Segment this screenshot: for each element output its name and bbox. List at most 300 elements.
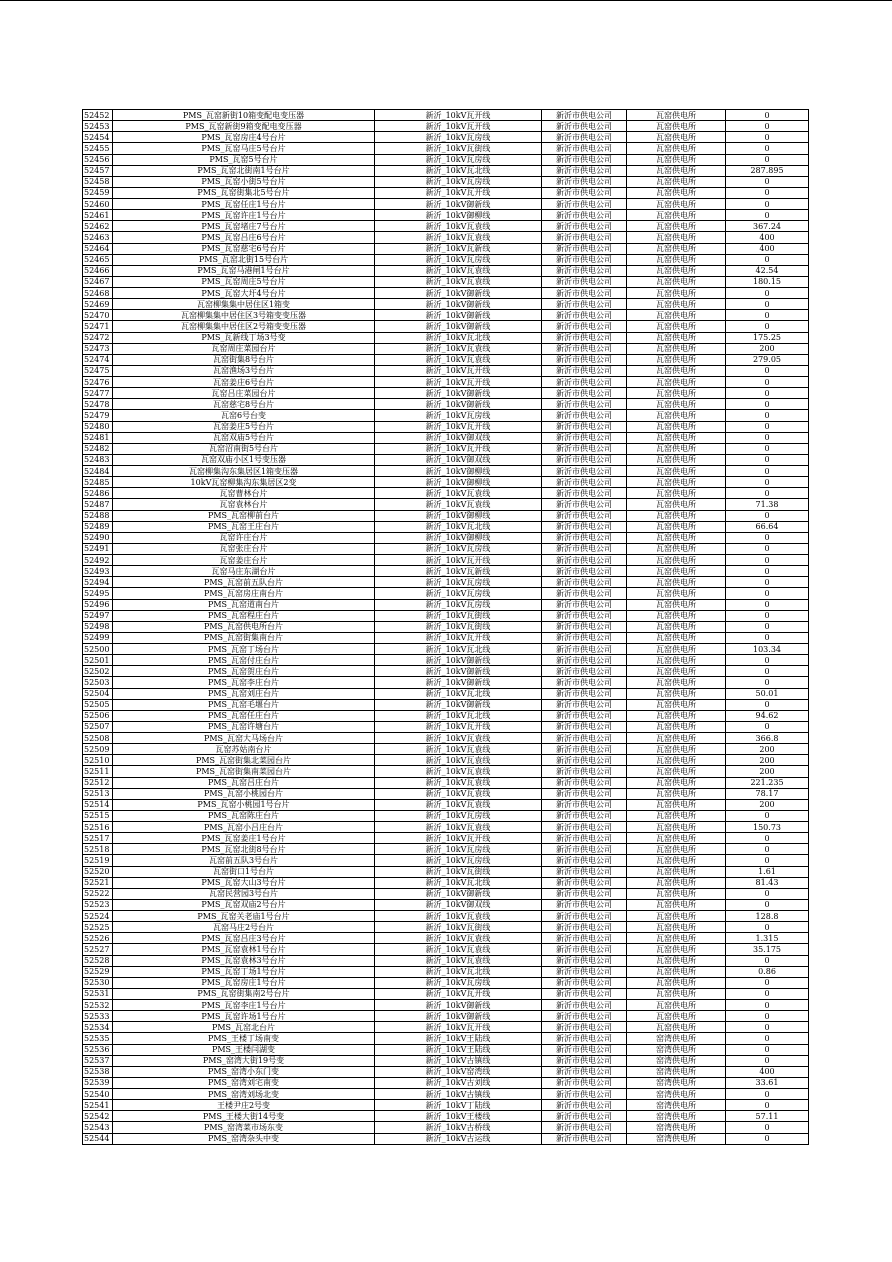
table-row — [83, 532, 809, 543]
cell-transformer-name: PMS_窑湾杂头中变 — [113, 1133, 375, 1144]
table-row — [83, 288, 809, 299]
cell-feeder-line: 新沂_10kV瓦袁线 — [375, 788, 542, 799]
cell-company: 新沂市供电公司 — [542, 510, 627, 521]
cell-feeder-line: 新沂_10kV御新线 — [375, 199, 542, 210]
cell-row-id: 52541 — [83, 1100, 113, 1111]
cell-company: 新沂市供电公司 — [542, 855, 627, 866]
cell-transformer-name: 瓦窑周庄菜园台片 — [113, 343, 375, 354]
cell-value: 0 — [726, 899, 809, 910]
cell-value: 200 — [726, 744, 809, 755]
table-row — [83, 1055, 809, 1066]
cell-value: 35.175 — [726, 944, 809, 955]
cell-value: 81.43 — [726, 877, 809, 888]
cell-company: 新沂市供电公司 — [542, 777, 627, 788]
cell-transformer-name: PMS_瓦窑任庄台片 — [113, 710, 375, 721]
cell-supply-station: 瓦窑供电所 — [627, 955, 726, 966]
cell-supply-station: 瓦窑供电所 — [627, 677, 726, 688]
cell-feeder-line: 新沂_10kV御柳线 — [375, 510, 542, 521]
cell-feeder-line: 新沂_10kV瓦街线 — [375, 143, 542, 154]
cell-row-id: 52540 — [83, 1089, 113, 1100]
table-row — [83, 365, 809, 376]
cell-row-id: 52468 — [83, 288, 113, 299]
cell-transformer-name: 瓦窑曹林台片 — [113, 488, 375, 499]
cell-transformer-name: 瓦窑苏姑南台片 — [113, 744, 375, 755]
table-row — [83, 488, 809, 499]
cell-transformer-name: PMS_瓦窑北台片 — [113, 1022, 375, 1033]
cell-company: 新沂市供电公司 — [542, 1122, 627, 1133]
cell-feeder-line: 新沂_10kV瓦房线 — [375, 844, 542, 855]
cell-supply-station: 瓦窑供电所 — [627, 354, 726, 365]
cell-feeder-line: 新沂_10kV瓦房线 — [375, 577, 542, 588]
cell-company: 新沂市供电公司 — [542, 911, 627, 922]
cell-feeder-line: 新沂_10kV瓦袁线 — [375, 499, 542, 510]
table-row — [83, 1089, 809, 1100]
cell-value: 0 — [726, 254, 809, 265]
cell-company: 新沂市供电公司 — [542, 466, 627, 477]
cell-supply-station: 瓦窑供电所 — [627, 621, 726, 632]
cell-supply-station: 窑湾供电所 — [627, 1089, 726, 1100]
cell-row-id: 52471 — [83, 321, 113, 332]
cell-row-id: 52538 — [83, 1066, 113, 1077]
cell-value: 0 — [726, 1044, 809, 1055]
cell-company: 新沂市供电公司 — [542, 988, 627, 999]
cell-row-id: 52473 — [83, 343, 113, 354]
cell-row-id: 52453 — [83, 121, 113, 132]
cell-value: 0 — [726, 299, 809, 310]
table-row — [83, 321, 809, 332]
cell-company: 新沂市供电公司 — [542, 699, 627, 710]
table-row — [83, 521, 809, 532]
cell-company: 新沂市供电公司 — [542, 566, 627, 577]
cell-company: 新沂市供电公司 — [542, 866, 627, 877]
cell-company: 新沂市供电公司 — [542, 143, 627, 154]
table-row — [83, 243, 809, 254]
cell-supply-station: 瓦窑供电所 — [627, 733, 726, 744]
cell-value: 0 — [726, 321, 809, 332]
cell-row-id: 52507 — [83, 721, 113, 732]
cell-supply-station: 瓦窑供电所 — [627, 877, 726, 888]
cell-company: 新沂市供电公司 — [542, 154, 627, 165]
cell-feeder-line: 新沂_10kV御柳线 — [375, 210, 542, 221]
cell-transformer-name: PMS_瓦窑街集南2号台片 — [113, 988, 375, 999]
cell-row-id: 52537 — [83, 1055, 113, 1066]
cell-company: 新沂市供电公司 — [542, 377, 627, 388]
cell-supply-station: 瓦窑供电所 — [627, 721, 726, 732]
cell-value: 0 — [726, 176, 809, 187]
cell-value: 57.11 — [726, 1111, 809, 1122]
cell-company: 新沂市供电公司 — [542, 321, 627, 332]
cell-row-id: 52498 — [83, 621, 113, 632]
table-row — [83, 766, 809, 777]
cell-supply-station: 瓦窑供电所 — [627, 243, 726, 254]
cell-company: 新沂市供电公司 — [542, 1011, 627, 1022]
cell-feeder-line: 新沂_10kV御双线 — [375, 432, 542, 443]
cell-value: 0 — [726, 143, 809, 154]
table-row — [83, 922, 809, 933]
cell-supply-station: 瓦窑供电所 — [627, 799, 726, 810]
cell-feeder-line: 新沂_10kV瓦开线 — [375, 421, 542, 432]
cell-row-id: 52495 — [83, 588, 113, 599]
cell-supply-station: 瓦窑供电所 — [627, 432, 726, 443]
cell-supply-station: 瓦窑供电所 — [627, 143, 726, 154]
cell-supply-station: 瓦窑供电所 — [627, 644, 726, 655]
cell-transformer-name: PMS_瓦窑李庄1号台片 — [113, 1000, 375, 1011]
cell-company: 新沂市供电公司 — [542, 621, 627, 632]
cell-supply-station: 瓦窑供电所 — [627, 610, 726, 621]
cell-transformer-name: PMS_窑湾小东门变 — [113, 1066, 375, 1077]
cell-feeder-line: 新沂_10kV瓦开线 — [375, 988, 542, 999]
table-row — [83, 1077, 809, 1088]
table-row — [83, 944, 809, 955]
cell-value: 66.64 — [726, 521, 809, 532]
cell-transformer-name: 瓦窑姜庄6号台片 — [113, 377, 375, 388]
cell-row-id: 52477 — [83, 388, 113, 399]
table-row — [83, 666, 809, 677]
cell-row-id: 52522 — [83, 888, 113, 899]
cell-value: 367.24 — [726, 221, 809, 232]
cell-value: 103.34 — [726, 644, 809, 655]
cell-row-id: 52534 — [83, 1022, 113, 1033]
cell-value: 0 — [726, 365, 809, 376]
cell-feeder-line: 新沂_10kV御新线 — [375, 1011, 542, 1022]
table-row — [83, 610, 809, 621]
cell-value: 0 — [726, 110, 809, 121]
table-row — [83, 276, 809, 287]
cell-company: 新沂市供电公司 — [542, 288, 627, 299]
table-row — [83, 265, 809, 276]
cell-supply-station: 瓦窑供电所 — [627, 933, 726, 944]
table-row — [83, 310, 809, 321]
cell-supply-station: 瓦窑供电所 — [627, 888, 726, 899]
cell-row-id: 52484 — [83, 466, 113, 477]
cell-company: 新沂市供电公司 — [542, 1055, 627, 1066]
cell-feeder-line: 新沂_10kV御柳线 — [375, 532, 542, 543]
cell-company: 新沂市供电公司 — [542, 1066, 627, 1077]
cell-value: 0 — [726, 1000, 809, 1011]
cell-supply-station: 瓦窑供电所 — [627, 477, 726, 488]
cell-company: 新沂市供电公司 — [542, 844, 627, 855]
cell-feeder-line: 新沂_10kV王楼线 — [375, 1111, 542, 1122]
cell-supply-station: 瓦窑供电所 — [627, 421, 726, 432]
cell-feeder-line: 新沂_10kV瓦房线 — [375, 176, 542, 187]
table-row — [83, 755, 809, 766]
cell-transformer-name: 瓦窑慈宅8号台片 — [113, 399, 375, 410]
cell-value: 200 — [726, 766, 809, 777]
cell-supply-station: 瓦窑供电所 — [627, 1022, 726, 1033]
table-row — [83, 677, 809, 688]
cell-value: 0 — [726, 543, 809, 554]
cell-feeder-line: 新沂_10kV御新线 — [375, 388, 542, 399]
cell-feeder-line: 新沂_10kV瓦房线 — [375, 588, 542, 599]
cell-transformer-name: 瓦窑许庄台片 — [113, 532, 375, 543]
cell-row-id: 52516 — [83, 822, 113, 833]
cell-company: 新沂市供电公司 — [542, 254, 627, 265]
cell-value: 0 — [726, 187, 809, 198]
cell-value: 0 — [726, 1122, 809, 1133]
cell-supply-station: 瓦窑供电所 — [627, 199, 726, 210]
table-row — [83, 176, 809, 187]
table-row — [83, 187, 809, 198]
cell-row-id: 52529 — [83, 966, 113, 977]
cell-transformer-name: PMS_瓦窑北街南1号台片 — [113, 165, 375, 176]
cell-transformer-name: 瓦窑柳集沟东集居区1箱变压器 — [113, 466, 375, 477]
cell-feeder-line: 新沂_10kV御新线 — [375, 399, 542, 410]
cell-company: 新沂市供电公司 — [542, 810, 627, 821]
cell-row-id: 52463 — [83, 232, 113, 243]
cell-transformer-name: PMS_瓦窑街集南台片 — [113, 632, 375, 643]
cell-supply-station: 窑湾供电所 — [627, 1077, 726, 1088]
cell-feeder-line: 新沂_10kV瓦袁线 — [375, 822, 542, 833]
cell-transformer-name: PMS_瓦窑北街8号台片 — [113, 844, 375, 855]
cell-feeder-line: 新沂_10kV御新线 — [375, 321, 542, 332]
cell-transformer-name: PMS_瓦窑许庄1号台片 — [113, 210, 375, 221]
cell-feeder-line: 新沂_10kV瓦北线 — [375, 966, 542, 977]
table-row — [83, 421, 809, 432]
cell-feeder-line: 新沂_10kV瓦街线 — [375, 866, 542, 877]
table-row — [83, 721, 809, 732]
cell-transformer-name: PMS_瓦窑任庄1号台片 — [113, 199, 375, 210]
cell-supply-station: 窑湾供电所 — [627, 1066, 726, 1077]
cell-company: 新沂市供电公司 — [542, 799, 627, 810]
cell-feeder-line: 新沂_10kV瓦新线 — [375, 566, 542, 577]
cell-value: 33.61 — [726, 1077, 809, 1088]
cell-transformer-name: PMS_瓦窑陈庄台片 — [113, 810, 375, 821]
cell-row-id: 52472 — [83, 332, 113, 343]
cell-row-id: 52539 — [83, 1077, 113, 1088]
cell-supply-station: 瓦窑供电所 — [627, 543, 726, 554]
cell-company: 新沂市供电公司 — [542, 1022, 627, 1033]
cell-feeder-line: 新沂_10kV瓦开线 — [375, 377, 542, 388]
table-row — [83, 454, 809, 465]
cell-value: 0 — [726, 199, 809, 210]
cell-row-id: 52454 — [83, 132, 113, 143]
cell-transformer-name: PMS_瓦窑许场1号台片 — [113, 1011, 375, 1022]
cell-company: 新沂市供电公司 — [542, 644, 627, 655]
cell-value: 0 — [726, 410, 809, 421]
table-row — [83, 210, 809, 221]
cell-value: 0 — [726, 721, 809, 732]
cell-value: 200 — [726, 755, 809, 766]
cell-row-id: 52478 — [83, 399, 113, 410]
cell-row-id: 52519 — [83, 855, 113, 866]
table-row — [83, 877, 809, 888]
cell-transformer-name: PMS_瓦窑吕庄台片 — [113, 777, 375, 788]
cell-transformer-name: PMS_瓦窑房庄南台片 — [113, 588, 375, 599]
cell-feeder-line: 新沂_10kV瓦北线 — [375, 521, 542, 532]
cell-value: 0 — [726, 466, 809, 477]
cell-value: 1.315 — [726, 933, 809, 944]
cell-company: 新沂市供电公司 — [542, 922, 627, 933]
table-row — [83, 888, 809, 899]
cell-row-id: 52489 — [83, 521, 113, 532]
cell-transformer-name: PMS_瓦窑道南台片 — [113, 599, 375, 610]
cell-transformer-name: PMS_窑湾菜市场东变 — [113, 1122, 375, 1133]
cell-value: 0 — [726, 1055, 809, 1066]
cell-company: 新沂市供电公司 — [542, 755, 627, 766]
cell-supply-station: 瓦窑供电所 — [627, 1000, 726, 1011]
table-row — [83, 165, 809, 176]
table-row — [83, 499, 809, 510]
cell-value: 0 — [726, 377, 809, 388]
cell-feeder-line: 新沂_10kV王陆线 — [375, 1033, 542, 1044]
cell-supply-station: 瓦窑供电所 — [627, 777, 726, 788]
cell-transformer-name: PMS_瓦窑街集北菜园台片 — [113, 755, 375, 766]
cell-value: 0 — [726, 988, 809, 999]
cell-feeder-line: 新沂_10kV瓦开线 — [375, 721, 542, 732]
cell-row-id: 52543 — [83, 1122, 113, 1133]
table-row — [83, 1033, 809, 1044]
cell-company: 新沂市供电公司 — [542, 221, 627, 232]
cell-supply-station: 瓦窑供电所 — [627, 766, 726, 777]
cell-feeder-line: 新沂_10kV瓦开线 — [375, 632, 542, 643]
cell-row-id: 52521 — [83, 877, 113, 888]
cell-transformer-name: PMS_瓦窑许塘台片 — [113, 721, 375, 732]
cell-row-id: 52508 — [83, 733, 113, 744]
table-row — [83, 655, 809, 666]
cell-transformer-name: PMS_瓦窑姜庄1号台片 — [113, 833, 375, 844]
cell-row-id: 52481 — [83, 432, 113, 443]
cell-feeder-line: 新沂_10kV瓦袁线 — [375, 955, 542, 966]
cell-company: 新沂市供电公司 — [542, 110, 627, 121]
cell-row-id: 52461 — [83, 210, 113, 221]
cell-feeder-line: 新沂_10kV瓦袁线 — [375, 911, 542, 922]
cell-transformer-name: PMS_瓦窑街集南菜园台片 — [113, 766, 375, 777]
table-row — [83, 110, 809, 121]
cell-row-id: 52502 — [83, 666, 113, 677]
table-row — [83, 343, 809, 354]
table-row — [83, 1000, 809, 1011]
cell-transformer-name: PMS_瓦窑小桃园台片 — [113, 788, 375, 799]
cell-company: 新沂市供电公司 — [542, 1133, 627, 1144]
cell-supply-station: 瓦窑供电所 — [627, 210, 726, 221]
cell-value: 0 — [726, 655, 809, 666]
table-row — [83, 577, 809, 588]
cell-transformer-name: PMS_瓦新线丁场3号变 — [113, 332, 375, 343]
cell-row-id: 52501 — [83, 655, 113, 666]
cell-company: 新沂市供电公司 — [542, 1100, 627, 1111]
cell-row-id: 52470 — [83, 310, 113, 321]
cell-supply-station: 瓦窑供电所 — [627, 977, 726, 988]
cell-row-id: 52504 — [83, 688, 113, 699]
cell-value: 0 — [726, 699, 809, 710]
cell-feeder-line: 新沂_10kV瓦房线 — [375, 543, 542, 554]
cell-value: 0 — [726, 421, 809, 432]
cell-value: 0 — [726, 922, 809, 933]
cell-feeder-line: 新沂_10kV瓦袁线 — [375, 744, 542, 755]
cell-company: 新沂市供电公司 — [542, 521, 627, 532]
cell-transformer-name: PMS_瓦窑丁场台片 — [113, 644, 375, 655]
cell-transformer-name: 瓦窑双庙小区1号变压器 — [113, 454, 375, 465]
cell-row-id: 52523 — [83, 899, 113, 910]
cell-transformer-name: 瓦窑街口1号台片 — [113, 866, 375, 877]
cell-feeder-line: 新沂_10kV古桥线 — [375, 1122, 542, 1133]
table-row — [83, 844, 809, 855]
table-row — [83, 1044, 809, 1055]
cell-supply-station: 瓦窑供电所 — [627, 321, 726, 332]
cell-transformer-name: PMS_瓦窑柳前台片 — [113, 510, 375, 521]
cell-company: 新沂市供电公司 — [542, 766, 627, 777]
cell-supply-station: 瓦窑供电所 — [627, 655, 726, 666]
cell-company: 新沂市供电公司 — [542, 354, 627, 365]
cell-transformer-name: 瓦窑柳集集中居住区2号箱变变压器 — [113, 321, 375, 332]
table-row — [83, 911, 809, 922]
cell-feeder-line: 新沂_10kV古镇线 — [375, 1055, 542, 1066]
cell-company: 新沂市供电公司 — [542, 744, 627, 755]
cell-feeder-line: 新沂_10kV瓦北线 — [375, 877, 542, 888]
cell-supply-station: 瓦窑供电所 — [627, 221, 726, 232]
cell-row-id: 52506 — [83, 710, 113, 721]
cell-supply-station: 瓦窑供电所 — [627, 254, 726, 265]
table-row — [83, 1022, 809, 1033]
cell-feeder-line: 新沂_10kV瓦袁线 — [375, 766, 542, 777]
cell-value: 0 — [726, 621, 809, 632]
cell-transformer-name: 瓦窑渔场3号台片 — [113, 365, 375, 376]
cell-company: 新沂市供电公司 — [542, 432, 627, 443]
cell-row-id: 52490 — [83, 532, 113, 543]
cell-feeder-line: 新沂_10kV瓦北线 — [375, 332, 542, 343]
table-row — [83, 710, 809, 721]
cell-feeder-line: 新沂_10kV瓦开线 — [375, 1022, 542, 1033]
cell-row-id: 52474 — [83, 354, 113, 365]
cell-value: 0 — [726, 477, 809, 488]
cell-supply-station: 瓦窑供电所 — [627, 1011, 726, 1022]
cell-value: 0 — [726, 844, 809, 855]
cell-transformer-name: PMS_瓦窑马庄5号台片 — [113, 143, 375, 154]
cell-row-id: 52494 — [83, 577, 113, 588]
cell-row-id: 52480 — [83, 421, 113, 432]
cell-company: 新沂市供电公司 — [542, 1044, 627, 1055]
table-row — [83, 121, 809, 132]
table-row — [83, 621, 809, 632]
cell-transformer-name: PMS_王楼大街14号变 — [113, 1111, 375, 1122]
cell-company: 新沂市供电公司 — [542, 299, 627, 310]
cell-supply-station: 瓦窑供电所 — [627, 577, 726, 588]
cell-row-id: 52469 — [83, 299, 113, 310]
cell-supply-station: 瓦窑供电所 — [627, 365, 726, 376]
cell-supply-station: 瓦窑供电所 — [627, 588, 726, 599]
table-row — [83, 566, 809, 577]
cell-value: 0 — [726, 555, 809, 566]
cell-company: 新沂市供电公司 — [542, 165, 627, 176]
cell-value: 400 — [726, 1066, 809, 1077]
cell-row-id: 52503 — [83, 677, 113, 688]
table-row — [83, 1011, 809, 1022]
table-row — [83, 399, 809, 410]
table-row — [83, 232, 809, 243]
cell-company: 新沂市供电公司 — [542, 532, 627, 543]
cell-row-id: 52532 — [83, 1000, 113, 1011]
cell-value: 150.73 — [726, 822, 809, 833]
cell-value: 0 — [726, 532, 809, 543]
table-row — [83, 688, 809, 699]
cell-supply-station: 瓦窑供电所 — [627, 966, 726, 977]
cell-supply-station: 瓦窑供电所 — [627, 299, 726, 310]
cell-supply-station: 瓦窑供电所 — [627, 132, 726, 143]
cell-feeder-line: 新沂_10kV御新线 — [375, 1000, 542, 1011]
cell-value: 78.17 — [726, 788, 809, 799]
cell-row-id: 52479 — [83, 410, 113, 421]
cell-row-id: 52511 — [83, 766, 113, 777]
cell-row-id: 52488 — [83, 510, 113, 521]
cell-supply-station: 瓦窑供电所 — [627, 176, 726, 187]
cell-supply-station: 瓦窑供电所 — [627, 388, 726, 399]
cell-transformer-name: 瓦窑吕庄菜园台片 — [113, 388, 375, 399]
cell-supply-station: 瓦窑供电所 — [627, 343, 726, 354]
cell-transformer-name: PMS_瓦窑小桃园1号台片 — [113, 799, 375, 810]
cell-company: 新沂市供电公司 — [542, 1033, 627, 1044]
cell-company: 新沂市供电公司 — [542, 443, 627, 454]
cell-value: 0 — [726, 132, 809, 143]
